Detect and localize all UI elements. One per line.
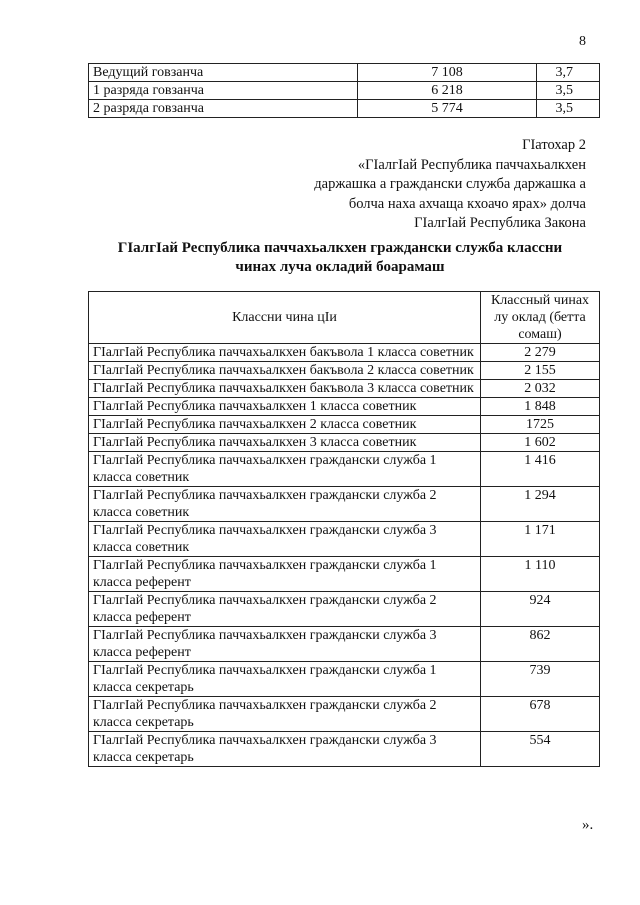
- title-line: ГIалгIай Республика паччахьалкхен граждански служба классни: [117, 240, 563, 256]
- page-number: 8: [579, 34, 586, 49]
- rank-name-cell: ГIалгIай Республика паччахьалкхен граждански служба 1 класса секретарь: [89, 662, 481, 697]
- appendix-line: ГIалгIай Республика Закона: [414, 215, 586, 231]
- coef-cell: 3,7: [537, 64, 600, 82]
- table-row: [89, 380, 600, 398]
- salary-cell: 1 416: [481, 452, 600, 487]
- rank-name-cell: ГIалгIай Республика паччахьалкхен бакъвола 2 класса советник: [89, 362, 481, 380]
- salary-cell: 924: [481, 592, 600, 627]
- value-cell: 6 218: [358, 82, 537, 100]
- rank-name-cell: ГIалгIай Республика паччахьалкхен граждански служба 2 класса референт: [89, 592, 481, 627]
- closing-quote: ».: [582, 817, 594, 833]
- value-cell: 5 774: [358, 100, 537, 118]
- salary-cell: 2 279: [481, 344, 600, 362]
- table-row: [89, 592, 600, 627]
- table-row: [89, 697, 600, 732]
- rank-name-cell: ГIалгIай Республика паччахьалкхен 1 класса советник: [89, 398, 481, 416]
- rank-name-cell: ГIалгIай Республика паччахьалкхен бакъвола 1 класса советник: [89, 344, 481, 362]
- rank-name-cell: ГIалгIай Республика паччахьалкхен граждански служба 2 класса советник: [89, 487, 481, 522]
- rank-name-cell: ГIалгIай Республика паччахьалкхен граждански служба 3 класса советник: [89, 522, 481, 557]
- table-row: [89, 100, 600, 118]
- header-rank-name: Классни чина цIи: [89, 292, 481, 344]
- table-row: [89, 416, 600, 434]
- appendix-line: даржашка а граждански служба даржашка а: [314, 176, 586, 192]
- table-row: [89, 732, 600, 767]
- salary-cell: 554: [481, 732, 600, 767]
- table-row: [89, 662, 600, 697]
- table-row: [89, 434, 600, 452]
- coef-cell: 3,5: [537, 100, 600, 118]
- salary-cell: 1725: [481, 416, 600, 434]
- table-row: [89, 64, 600, 82]
- position-cell: 1 разряда говзанча: [89, 82, 358, 100]
- position-cell: 2 разряда говзанча: [89, 100, 358, 118]
- table-row: [89, 344, 600, 362]
- header-salary: Классный чинах лу оклад (бетта сомаш): [481, 292, 600, 344]
- table-row: [89, 398, 600, 416]
- table-row: [89, 627, 600, 662]
- rank-name-cell: ГIалгIай Республика паччахьалкхен 2 класса советник: [89, 416, 481, 434]
- rank-name-cell: ГIалгIай Республика паччахьалкхен граждански служба 2 класса секретарь: [89, 697, 481, 732]
- rank-name-cell: ГIалгIай Республика паччахьалкхен бакъвола 3 класса советник: [89, 380, 481, 398]
- table-row: [89, 557, 600, 592]
- rank-name-cell: ГIалгIай Республика паччахьалкхен граждански служба 3 класса референт: [89, 627, 481, 662]
- rank-name-cell: ГIалгIай Республика паччахьалкхен 3 класса советник: [89, 434, 481, 452]
- table-row: [89, 362, 600, 380]
- salary-cell: 2 155: [481, 362, 600, 380]
- position-cell: Ведущий говзанча: [89, 64, 358, 82]
- document-title: [70, 239, 610, 277]
- table-row: [89, 522, 600, 557]
- salary-cell: 1 110: [481, 557, 600, 592]
- rank-name-cell: ГIалгIай Республика паччахьалкхен граждански служба 1 класса советник: [89, 452, 481, 487]
- salary-cell: 678: [481, 697, 600, 732]
- value-cell: 7 108: [358, 64, 537, 82]
- table-header-row: [89, 292, 600, 344]
- class-rank-salary-table: [88, 291, 600, 767]
- salary-cell: 1 171: [481, 522, 600, 557]
- table-row: [89, 82, 600, 100]
- table-row: [89, 452, 600, 487]
- table-row: [89, 487, 600, 522]
- title-line: чинах луча окладий боарамаш: [235, 259, 445, 275]
- salary-cell: 862: [481, 627, 600, 662]
- appendix-reference: [314, 136, 586, 234]
- salary-cell: 1 294: [481, 487, 600, 522]
- appendix-label: ГIатохар 2: [522, 137, 586, 153]
- salary-table-top: [88, 63, 600, 118]
- appendix-line: болча наха ахчаща кхоачо ярах» долча: [348, 195, 586, 212]
- salary-cell: 1 602: [481, 434, 600, 452]
- rank-name-cell: ГIалгIай Республика паччахьалкхен граждански служба 3 класса секретарь: [89, 732, 481, 767]
- coef-cell: 3,5: [537, 82, 600, 100]
- salary-cell: 2 032: [481, 380, 600, 398]
- rank-name-cell: ГIалгIай Республика паччахьалкхен граждански служба 1 класса референт: [89, 557, 481, 592]
- salary-cell: 1 848: [481, 398, 600, 416]
- salary-cell: 739: [481, 662, 600, 697]
- appendix-line: «ГIалгIай Республика паччахьалкхен: [357, 156, 586, 173]
